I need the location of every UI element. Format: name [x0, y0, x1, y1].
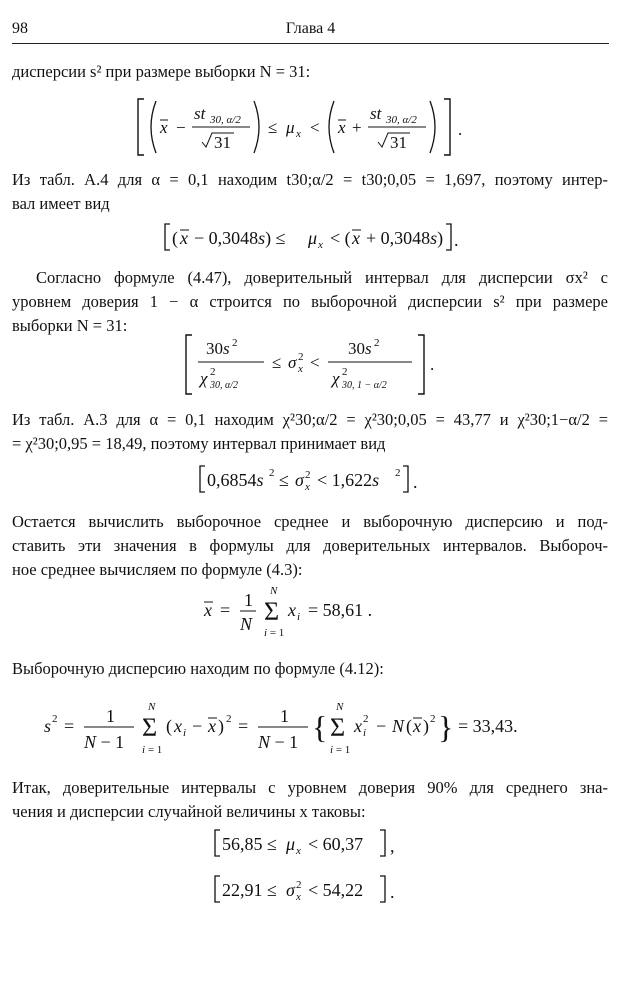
svg-text:χ: χ [332, 369, 340, 388]
equation-variance-interval-chi [12, 332, 608, 403]
svg-text:x: x [296, 128, 301, 140]
svg-text:x: x [296, 845, 301, 857]
svg-text:i = 1: i = 1 [142, 744, 163, 756]
svg-text:2: 2 [395, 467, 401, 479]
svg-text:1: 1 [280, 706, 289, 726]
svg-text:=: = [64, 716, 75, 736]
svg-text:N: N [336, 701, 344, 713]
svg-text:(: ( [172, 228, 178, 248]
svg-text:x: x [160, 118, 168, 137]
paragraph-1 [12, 60, 608, 84]
svg-text:.: . [454, 230, 459, 250]
svg-text:31: 31 [214, 133, 231, 152]
equation-1-graphic [130, 95, 490, 161]
svg-text:2: 2 [232, 337, 238, 349]
svg-text:N: N [270, 585, 278, 597]
svg-text:N: N [240, 614, 253, 634]
svg-text:(: ( [406, 716, 412, 736]
svg-text:1: 1 [106, 706, 115, 726]
svg-text:x: x [208, 716, 216, 736]
svg-text:x: x [204, 600, 212, 620]
text-line: Из табл. А.4 для α = 0,1 находим t30;α/2 = t30;0,05 = 1,697, поэтому интер- [12, 170, 608, 189]
svg-text:,: , [390, 836, 395, 856]
svg-text:s: s [44, 716, 52, 736]
svg-text:x: x [354, 716, 362, 736]
equation-7-graphic [210, 826, 410, 860]
svg-text:30s: 30s [206, 339, 230, 358]
svg-text:+: + [352, 118, 362, 137]
equation-variance-interval-numeric [12, 462, 608, 501]
svg-text:2: 2 [305, 469, 311, 481]
svg-text:Σ: Σ [330, 713, 346, 742]
svg-text:σ: σ [288, 353, 297, 372]
equation-variance-result [12, 872, 608, 911]
svg-text:.: . [458, 120, 463, 139]
text-line: ставить эти значения в формулы для доверительных интервалов. Выбороч- [12, 536, 608, 555]
svg-text:(: ( [166, 716, 172, 736]
text-line: Остается вычислить выборочное среднее и выборочную дисперсию и под- [12, 512, 608, 531]
svg-text:σ: σ [286, 880, 295, 900]
svg-text:x: x [318, 239, 323, 251]
svg-text:=: = [220, 600, 231, 620]
equation-8-graphic [210, 872, 410, 906]
equation-sample-variance [12, 696, 608, 765]
paragraph-4 [12, 408, 608, 456]
svg-text:2: 2 [363, 713, 369, 725]
svg-text:< (: < ( [330, 228, 351, 248]
svg-text:): ) [218, 716, 224, 736]
svg-text:x: x [413, 716, 421, 736]
svg-text:30, 1 − α/2: 30, 1 − α/2 [342, 380, 387, 391]
text-line: = χ²30;0,95 = 18,49, поэтому интервал принимает вид [12, 434, 386, 453]
svg-text:= 58,61 .: = 58,61 . [308, 600, 373, 620]
svg-text:− 0,3048s) ≤: − 0,3048s) ≤ [194, 228, 286, 248]
svg-text:x: x [174, 716, 182, 736]
svg-text:2: 2 [374, 337, 380, 349]
svg-text:st: st [370, 104, 382, 123]
svg-text:< 1,622s: < 1,622s [317, 470, 380, 490]
paragraph-6 [12, 657, 608, 681]
svg-text:56,85 ≤: 56,85 ≤ [222, 834, 277, 854]
svg-text:≤: ≤ [279, 470, 289, 490]
svg-text:0,6854s: 0,6854s [207, 470, 264, 490]
svg-text:i: i [183, 727, 187, 739]
svg-text:x: x [338, 118, 346, 137]
svg-text:x: x [296, 891, 301, 903]
chapter-title: Глава 4 [285, 20, 336, 37]
svg-text:30, α/2: 30, α/2 [210, 380, 239, 391]
paragraph-3 [12, 266, 608, 338]
svg-text:= 33,43.: = 33,43. [458, 716, 518, 736]
equation-mean-result [12, 826, 608, 865]
svg-text:x: x [298, 363, 303, 375]
text-line: выборки N = 31: [12, 316, 128, 335]
svg-text:=: = [238, 716, 249, 736]
text-line: уровнем доверия 1 − α строится по выборочной дисперсии s² при размере [12, 292, 608, 311]
svg-text:<: < [310, 118, 320, 137]
svg-text:N − 1: N − 1 [84, 732, 125, 752]
svg-text:30, α/2: 30, α/2 [210, 114, 241, 126]
paragraph-2 [12, 168, 608, 216]
svg-text:−: − [192, 716, 203, 736]
svg-text:−: − [176, 118, 186, 137]
page-header [12, 20, 609, 42]
equation-3-graphic [180, 332, 440, 398]
svg-text:≤: ≤ [272, 353, 282, 372]
svg-text:i = 1: i = 1 [330, 744, 351, 756]
svg-text:30s: 30s [348, 339, 372, 358]
svg-text:): ) [423, 716, 429, 736]
svg-text:< 54,22: < 54,22 [308, 880, 364, 900]
svg-text:x: x [288, 600, 296, 620]
text-line: чения и дисперсии случайной величины x таковы: [12, 802, 366, 821]
svg-text:N: N [148, 701, 156, 713]
svg-text:2: 2 [430, 713, 436, 725]
text-line: Из табл. А.3 для α = 0,1 находим χ²30;α/2 = χ²30;0,05 = 43,77 и χ²30;1−α/2 = [12, 410, 608, 429]
svg-text:2: 2 [342, 366, 348, 378]
svg-text:<: < [310, 353, 320, 372]
svg-text:.: . [413, 472, 418, 492]
svg-text:st: st [194, 104, 206, 123]
svg-text:2: 2 [269, 467, 275, 479]
svg-text:< 60,37: < 60,37 [308, 834, 364, 854]
svg-text:χ: χ [200, 369, 208, 388]
text-line: вал имеет вид [12, 194, 110, 213]
svg-text:2: 2 [298, 351, 304, 363]
svg-text:σ: σ [295, 470, 304, 490]
svg-text:−: − [376, 716, 387, 736]
svg-text:+ 0,3048s): + 0,3048s) [366, 228, 444, 248]
header-rule [12, 43, 609, 44]
svg-text:2: 2 [210, 366, 216, 378]
svg-text:22,91 ≤: 22,91 ≤ [222, 880, 277, 900]
equation-6-graphic [40, 696, 580, 760]
svg-text:N: N [392, 716, 405, 736]
svg-text:μ: μ [286, 834, 296, 854]
svg-text:i: i [297, 611, 301, 623]
text-line: Выборочную дисперсию находим по формуле (4.12): [12, 659, 384, 678]
svg-text:.: . [390, 882, 395, 902]
svg-text:Σ: Σ [264, 597, 280, 626]
svg-text:≤: ≤ [268, 118, 278, 137]
text-line: дисперсии s² при размере выборки N = 31: [12, 62, 311, 81]
text-line: Согласно формуле (4.47), доверительный интервал для дисперсии σx² с [36, 268, 608, 287]
svg-text:Σ: Σ [142, 713, 158, 742]
svg-text:N − 1: N − 1 [258, 732, 299, 752]
paragraph-7 [12, 776, 608, 824]
equation-mean-interval-numeric [12, 220, 608, 259]
svg-text:x: x [352, 228, 360, 248]
equation-sample-mean [12, 580, 608, 647]
svg-text:i = 1: i = 1 [264, 627, 285, 639]
svg-text:1: 1 [244, 590, 253, 610]
svg-text:μ: μ [308, 228, 318, 248]
equation-5-graphic [200, 580, 420, 642]
text-line: ное среднее вычисляем по формуле (4.3): [12, 560, 303, 579]
equation-4-graphic [195, 462, 425, 496]
equation-2-graphic [160, 220, 460, 254]
svg-text:μ: μ [286, 118, 295, 137]
svg-text:i: i [363, 727, 367, 739]
svg-text:2: 2 [52, 713, 58, 725]
svg-text:.: . [430, 355, 435, 374]
paragraph-5 [12, 510, 608, 582]
svg-text:2: 2 [226, 713, 232, 725]
text-line: Итак, доверительные интервалы с уровнем доверия 90% для среднего зна- [12, 778, 608, 797]
svg-text:x: x [180, 228, 188, 248]
svg-text:30, α/2: 30, α/2 [386, 114, 417, 126]
svg-text:{: { [312, 709, 328, 745]
svg-text:2: 2 [296, 879, 302, 891]
equation-mean-interval-t [12, 95, 608, 166]
page-number: 98 [12, 20, 28, 37]
svg-text:x: x [305, 481, 310, 493]
svg-text:31: 31 [390, 133, 407, 152]
svg-text:}: } [438, 709, 454, 745]
